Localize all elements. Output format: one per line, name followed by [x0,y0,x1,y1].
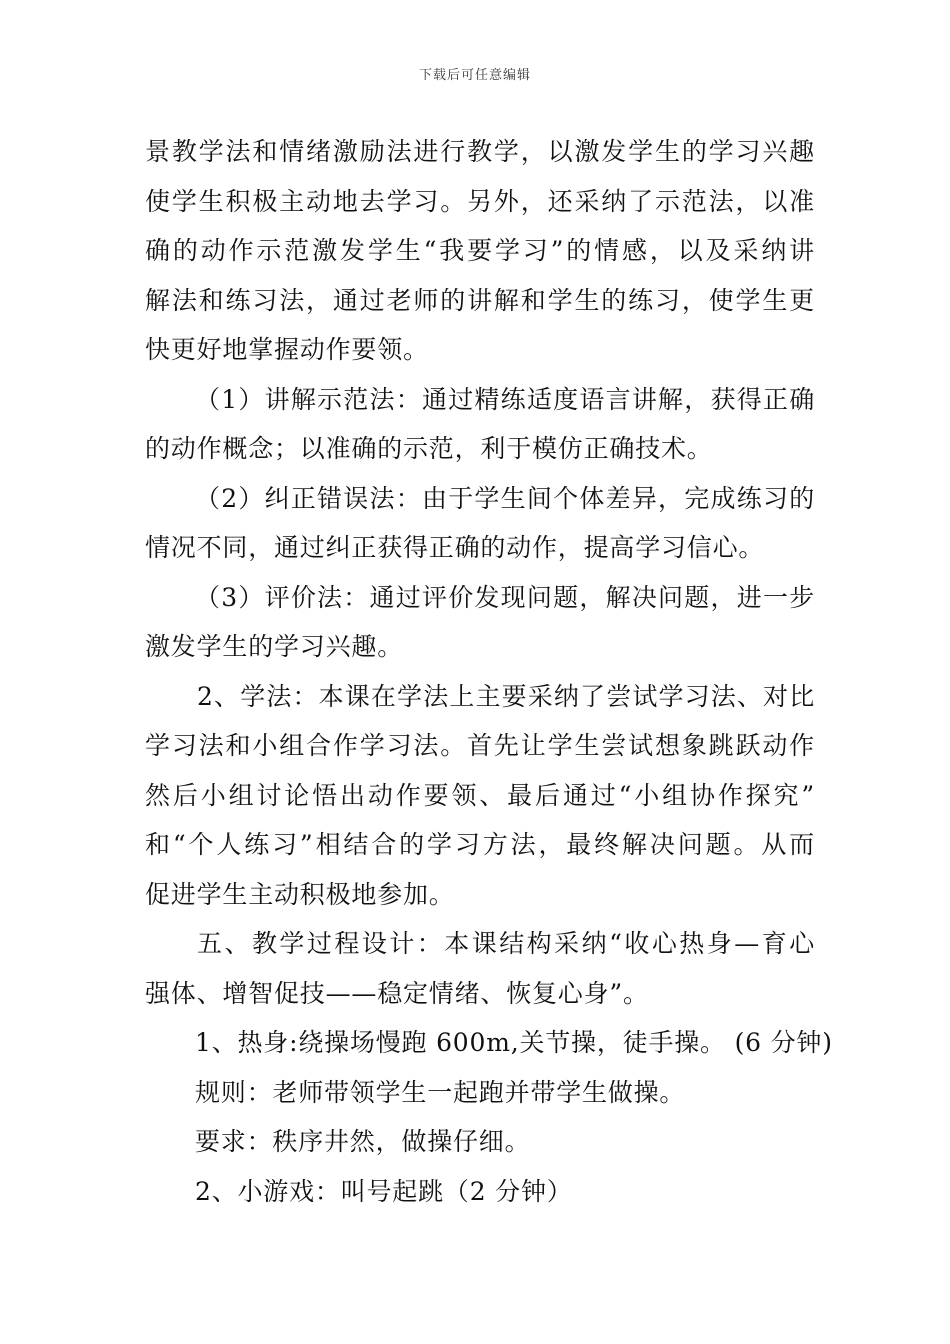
body-line: 和“个人练习”相结合的学习方法，最终解决问题。从而 [145,830,815,859]
body-line: 的动作概念；以准确的示范，利于模仿正确技术。 [145,434,713,463]
game-item: 2、小游戏：叫号起跳（2 分钟） [195,1176,573,1206]
section-five-heading-line: 五、教学过程设计：本课结构采纳“收心热身—育心 [197,929,815,958]
body-line: 解法和练习法，通过老师的讲解和学生的练习，使学生更 [145,285,815,315]
warmup-item: 1、热身:绕操场慢跑 600m,关节操，徒手操。 (6 分钟) [195,1028,833,1057]
document-body [145,127,833,1216]
method-item-3-line: （3）评价法：通过评价发现问题，解决问题，进一步 [195,582,815,612]
body-line: 确的动作示范激发学生“我要学习”的情感，以及采纳讲 [145,236,815,265]
body-line: 促进学生主动积极地参加。 [145,879,455,909]
body-line: 情况不同，通过纠正获得正确的动作，提高学习信心。 [145,533,765,562]
method-item-2-line: （2）纠正错误法：由于学生间个体差异，完成练习的 [195,483,815,513]
body-line: 强体、增智促技——稳定情绪、恢复心身”。 [145,978,649,1008]
body-line: 激发学生的学习兴趣。 [145,632,404,661]
body-line: 景教学法和情绪激励法进行教学，以激发学生的学习兴趣 [145,137,815,166]
study-method-heading-line: 2、学法：本课在学法上主要采纳了尝试学习法、对比 [197,681,815,711]
page-header: 下载后可任意编辑 [418,68,531,83]
rule-item: 规则：老师带领学生一起跑并带学生做操。 [195,1077,686,1107]
method-item-1-line: （1）讲解示范法：通过精练适度语言讲解，获得正确 [195,384,815,414]
body-line: 使学生积极主动地去学习。另外，还采纳了示范法，以准 [145,186,815,216]
body-line: 学习法和小组合作学习法。首先让学生尝试想象跳跃动作 [145,731,815,760]
requirement-item: 要求：秩序井然，做操仔细。 [195,1127,531,1156]
body-line: 然后小组讨论悟出动作要领、最后通过“小组协作探究” [145,780,815,810]
body-line: 快更好地掌握动作要领。 [145,335,429,364]
